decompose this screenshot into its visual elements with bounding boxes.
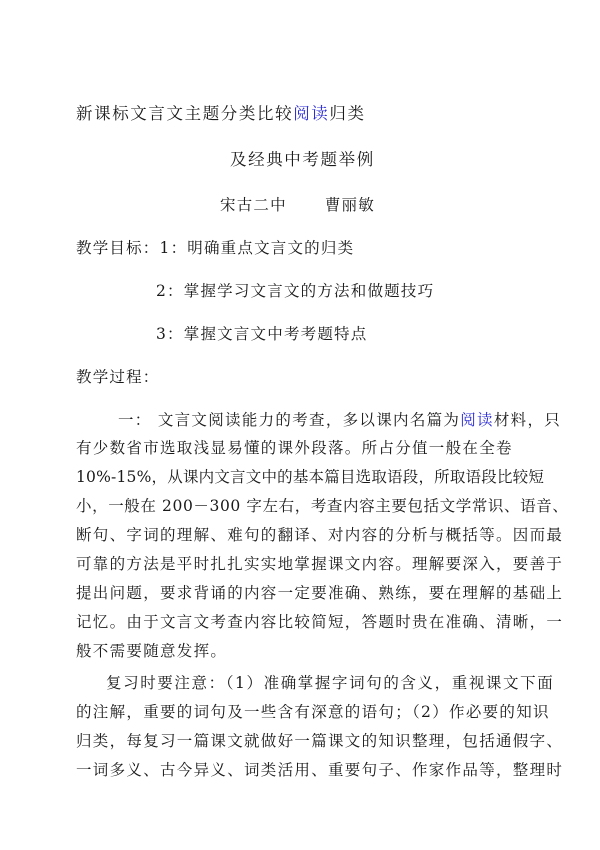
para1-text-suffix: 材料，只 [493,411,562,429]
para2-line-3: 归类，每复习一篇课文就做好一篇课文的知识整理，包括通假字、 [76,732,564,750]
objective-item-2: 2：掌握学习文言文的方法和做题技巧 [156,282,435,300]
title-link-reading[interactable]: 阅读 [293,104,330,123]
para1-line-9: 般不需要随意发挥。 [76,642,228,660]
para1-line-6: 可靠的方法是平时扎扎实实地掌握课文内容。理解要深入，要善于 [76,555,564,573]
title-line-1 [76,104,366,124]
author-line [220,195,375,215]
para1-line-8: 记忆。由于文言文考查内容比较简短，答题时贵在准确、清晰，一 [76,613,564,631]
process-label: 教学过程： [76,368,160,386]
para1-line-1 [118,410,561,430]
title-line-2: 及经典中考题举例 [230,150,375,169]
para1-line-3: 10%-15%，从课内文言文中的基本篇目选取语段，所取语段比较短 [76,468,545,486]
para2-line-4: 一词多义、古今异义、词类活用、重要句子、作家作品等，整理时 [76,761,564,779]
para1-line-4: 小，一般在 200－300 字左右，考查内容主要包括文学常识、语音、 [76,497,569,515]
objectives-label: 教学目标： [76,239,160,257]
author-name: 曹丽敏 [324,196,375,214]
objective-item-3: 3：掌握文言文中考考题特点 [156,325,368,343]
title-text-suffix: 归类 [329,104,366,123]
title-text-prefix: 新课标文言文主题分类比较 [76,104,294,123]
para1-line-5: 断句、字词的理解、难句的翻译、对内容的分析与概括等。因而最 [76,526,564,544]
objectives-line-1 [76,238,354,258]
para1-line-7: 提出问题，要求背诵的内容一定要准确、熟练，要在理解的基础上 [76,584,564,602]
para1-line-2: 有少数省市选取浅显易懂的课外段落。所占分值一般在全卷 [76,439,513,457]
para1-text-prefix: 一： 文言文阅读能力的考查，多以课内名篇为 [118,411,461,429]
objective-item-1: 1：明确重点文言文的归类 [159,239,355,257]
para2-line-1: 复习时要注意：（1）准确掌握字词句的含义，重视课文下面 [106,674,555,692]
author-school: 宋古二中 [220,196,287,214]
para1-link-reading[interactable]: 阅读 [460,411,494,429]
para2-line-2: 的注解，重要的词句及一些含有深意的语句；（2）作必要的知识 [76,703,550,721]
